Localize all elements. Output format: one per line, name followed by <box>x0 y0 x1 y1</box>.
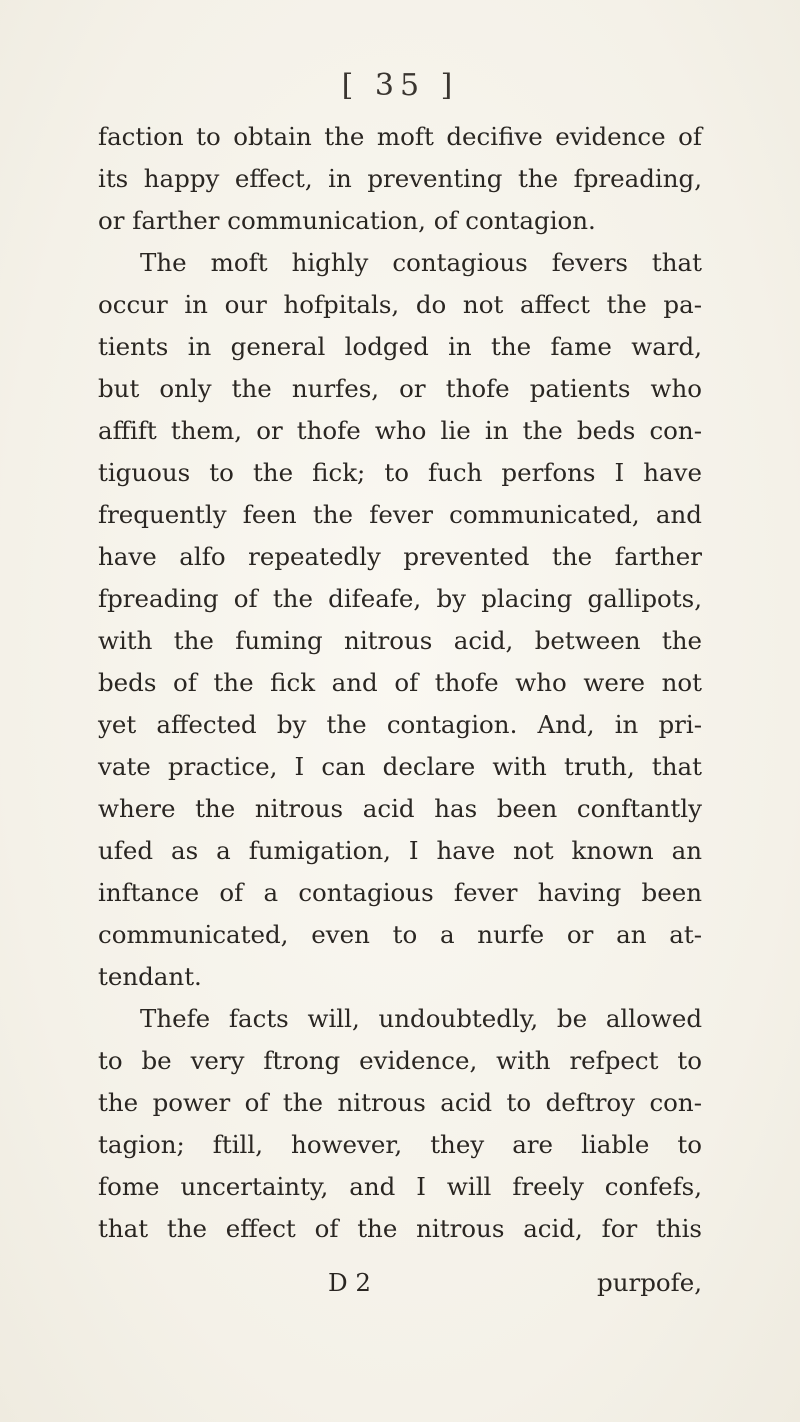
text-line: fome uncertainty, and I will freely confefs, <box>98 1172 702 1201</box>
text-line: tiguous to the fick; to fuch perfons I have <box>98 458 702 487</box>
text-line: The moft highly contagious fevers that <box>140 248 702 277</box>
text-line: occur in our hofpitals, do not affect the pa- <box>98 290 702 319</box>
text-line: with the fuming nitrous acid, between the <box>98 626 702 655</box>
text-line: to be very ftrong evidence, with refpect to <box>98 1046 702 1075</box>
text-line: faction to obtain the moft decifive evidence of <box>98 122 702 151</box>
text-line: its happy effect, in preventing the fpreading, <box>98 164 702 193</box>
page-number: [ 35 ] <box>341 68 459 103</box>
text-line: tagion; ftill, however, they are liable to <box>98 1130 702 1159</box>
text-line: inftance of a contagious fever having been <box>98 878 702 907</box>
text-line: that the effect of the nitrous acid, for this <box>98 1214 702 1243</box>
text-line: frequently feen the fever communicated, and <box>98 500 702 529</box>
text-line: communicated, even to a nurfe or an at- <box>98 920 702 949</box>
text-line: have alfo repeatedly prevented the farther <box>98 542 702 571</box>
text-line: tients in general lodged in the fame ward, <box>98 332 702 361</box>
text-line: fpreading of the difeafe, by placing gallipots, <box>98 584 702 613</box>
body-text <box>98 116 702 1250</box>
page-footer <box>98 1262 702 1304</box>
text-line: the power of the nitrous acid to deftroy con- <box>98 1088 702 1117</box>
text-line: where the nitrous acid has been conftantly <box>98 794 702 823</box>
text-line: tendant. <box>98 962 202 991</box>
text-line: affift them, or thofe who lie in the beds con- <box>98 416 702 445</box>
text-line: but only the nurfes, or thofe patients who <box>98 374 702 403</box>
text-line: or farther communication, of contagion. <box>98 206 596 235</box>
text-line: yet affected by the contagion. And, in pri- <box>98 710 702 739</box>
text-line: Thefe facts will, undoubtedly, be allowed <box>140 1004 702 1033</box>
text-line: vate practice, I can declare with truth, that <box>98 752 702 781</box>
text-line: ufed as a fumigation, I have not known an <box>98 836 702 865</box>
signature-mark: D 2 <box>328 1268 372 1297</box>
catchword: purpofe, <box>597 1268 702 1297</box>
text-line: beds of the fick and of thofe who were not <box>98 668 702 697</box>
